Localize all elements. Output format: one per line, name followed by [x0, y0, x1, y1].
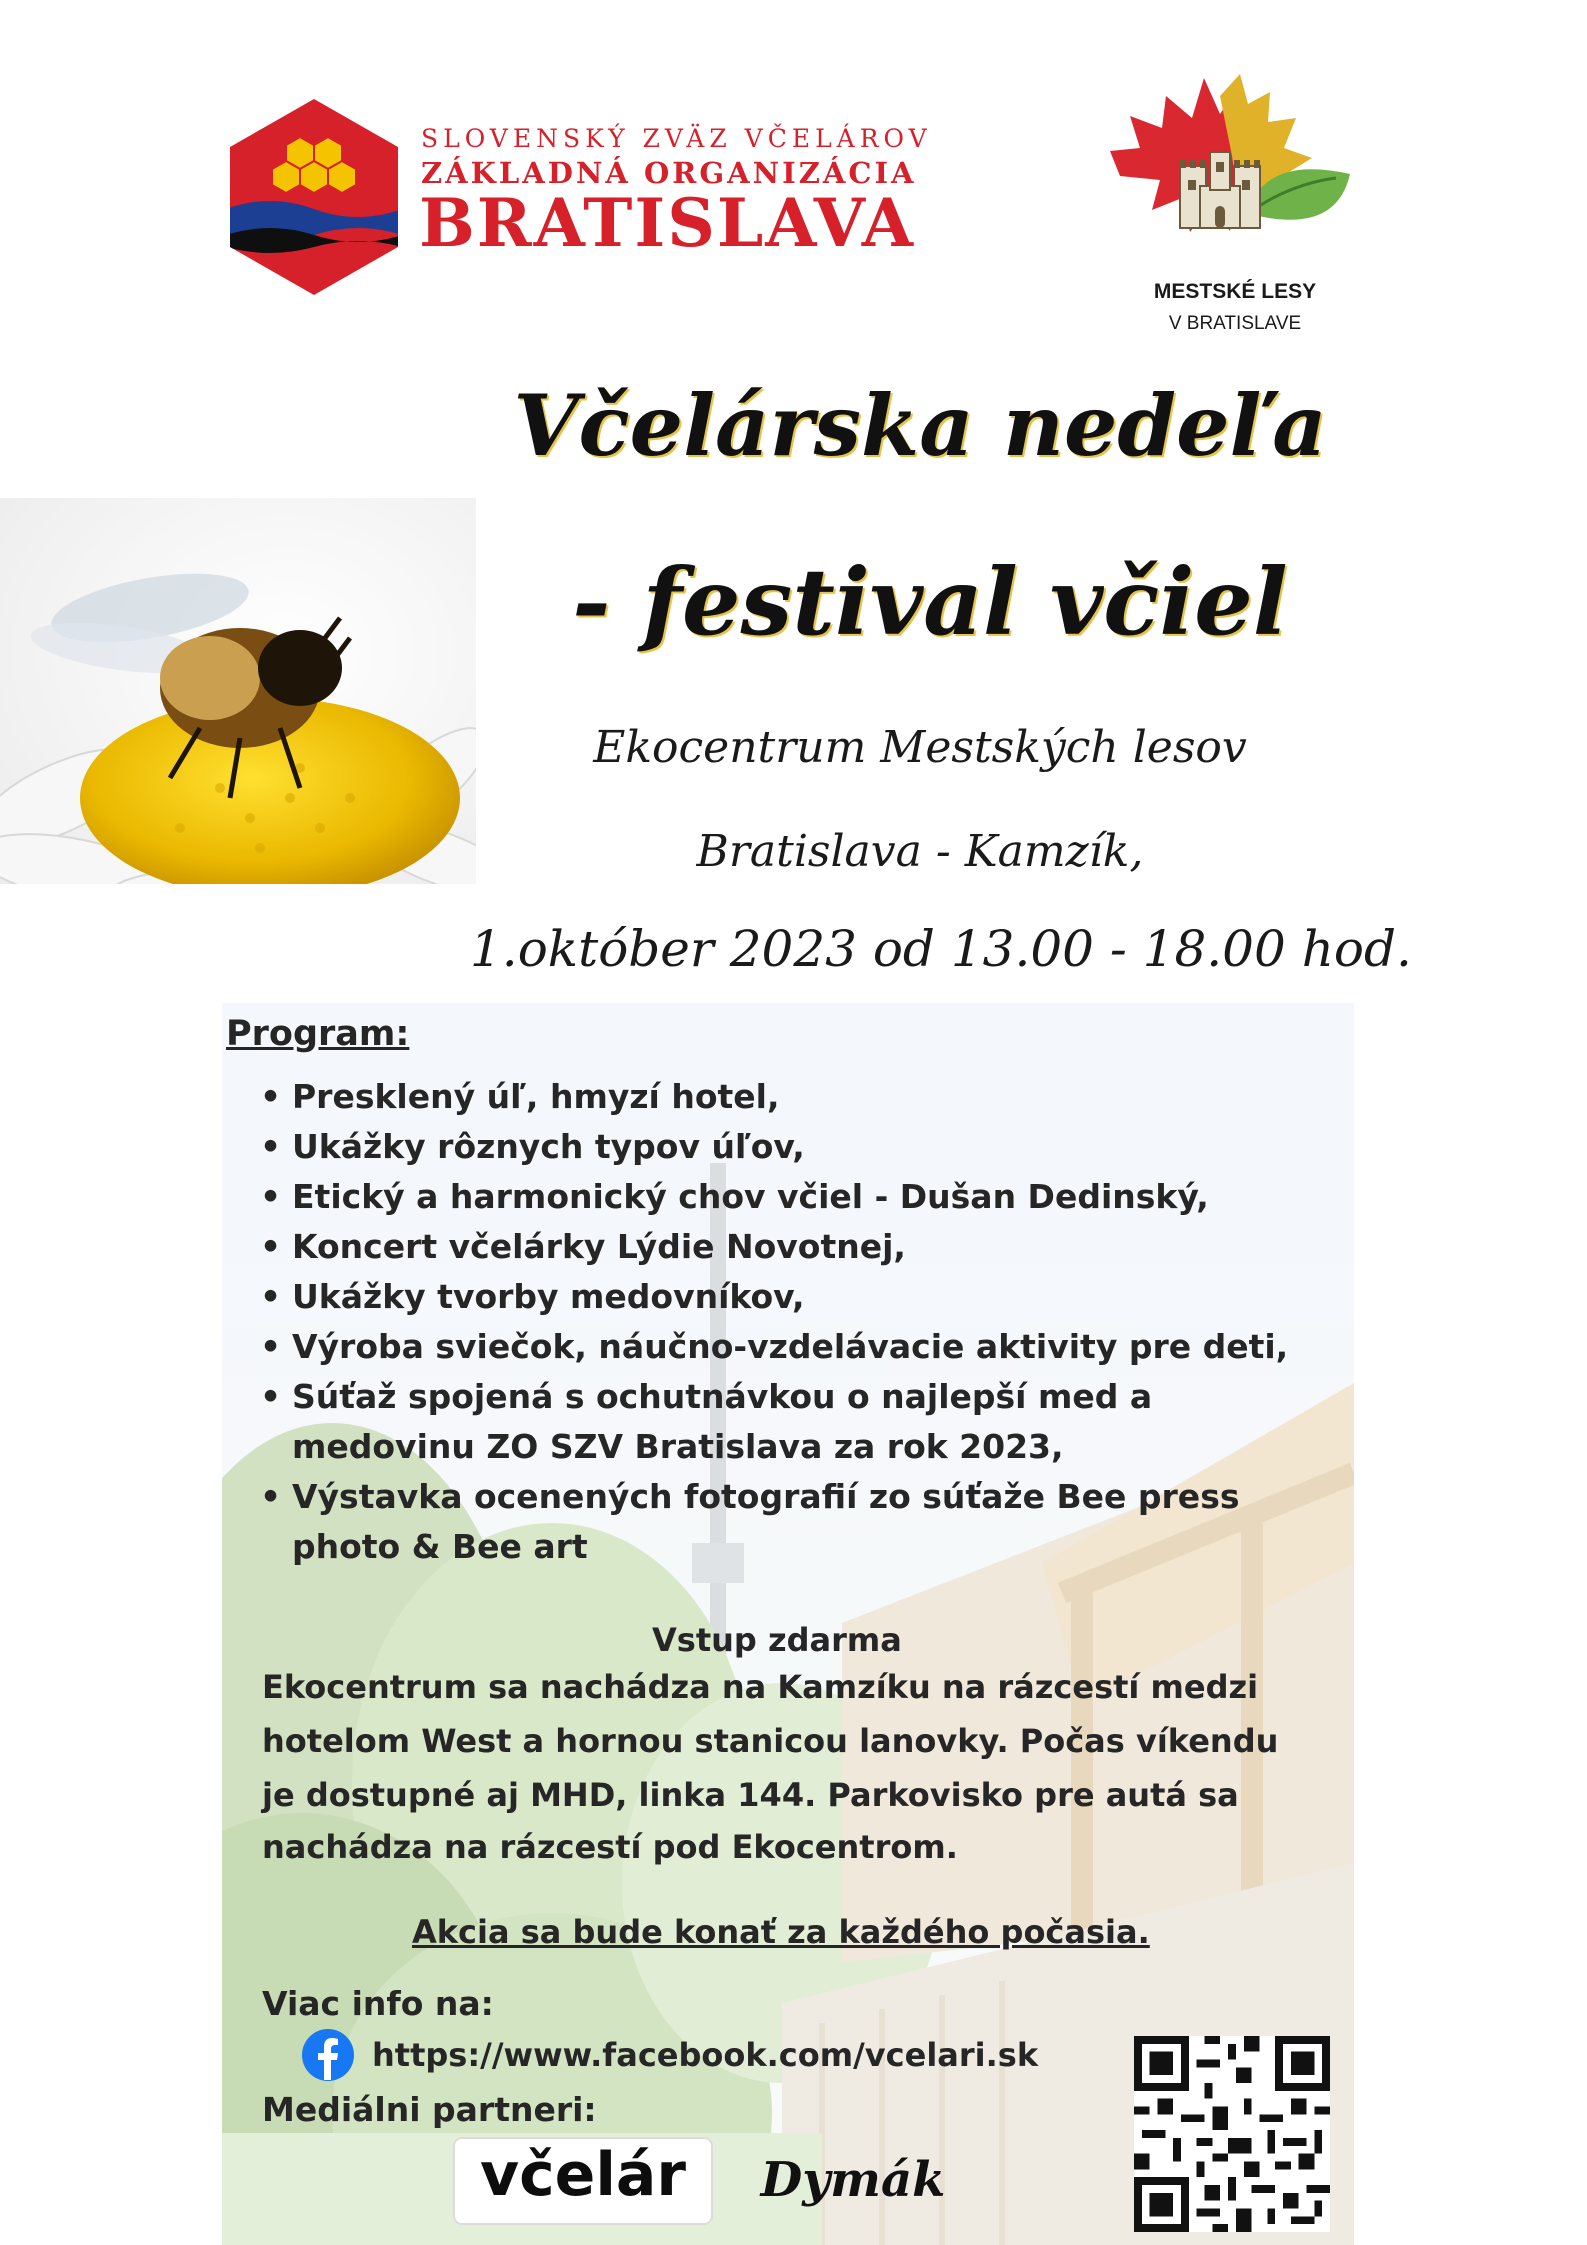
program-item: • Ukážky rôznych typov úľov, — [258, 1122, 1288, 1172]
venue-city-line: Bratislava - Kamzík, — [696, 826, 1144, 877]
mestske-lesy-leaves-logo-icon — [1100, 56, 1360, 276]
program-item: • Ukážky tvorby medovníkov, — [258, 1272, 1288, 1322]
event-title-line1: Včelárska nedeľa — [513, 376, 1327, 475]
location-text-line: nachádza na rázcestí pod Ekocentrom. — [262, 1828, 958, 1866]
program-item: • Koncert včelárky Lýdie Novotnej, — [258, 1222, 1288, 1272]
partner-dymak-logo: Dymák — [760, 2152, 946, 2208]
weather-note: Akcia sa bude konať za každého počasia. — [412, 1913, 1150, 1951]
program-item-continued: photo & Bee art — [292, 1527, 588, 1566]
qr-code-icon[interactable] — [1134, 2036, 1330, 2232]
event-date-time: 1.október 2023 od 13.00 - 18.00 hod. — [470, 920, 1412, 978]
program-list — [258, 1072, 1288, 1572]
program-item: • Etický a harmonický chov včiel - Dušan Dedinský, — [258, 1172, 1288, 1222]
szv-organization-line: ZÁKLADNÁ ORGANIZÁCIA — [421, 156, 917, 190]
szv-honeycomb-logo-icon — [226, 97, 402, 297]
media-partners-label: Mediálni partneri: — [262, 2090, 597, 2129]
program-item: • Presklený úľ, hmyzí hotel, — [258, 1072, 1288, 1122]
location-text-line: je dostupné aj MHD, linka 144. Parkovisko pre autá sa — [262, 1776, 1239, 1814]
program-item: • Výroba sviečok, náučno-vzdelávacie aktivity pre deti, — [258, 1322, 1288, 1372]
venue-line: Ekocentrum Mestských lesov — [593, 722, 1247, 773]
szv-name-line: SLOVENSKÝ ZVÄZ VČELÁROV — [421, 124, 932, 153]
free-entry-note: Vstup zdarma — [652, 1621, 902, 1659]
more-info-label: Viac info na: — [262, 1984, 494, 2023]
facebook-icon[interactable] — [301, 2028, 355, 2082]
program-item-continued: medovinu ZO SZV Bratislava za rok 2023, — [292, 1427, 1064, 1466]
location-text-line: hotelom West a hornou stanicou lanovky. Počas víkendu — [262, 1722, 1279, 1760]
bee-on-flower-photo — [0, 498, 476, 884]
program-item: • Súťaž spojená s ochutnávkou o najlepší med a — [258, 1372, 1288, 1422]
mestske-lesy-city: V BRATISLAVE — [1168, 313, 1302, 334]
mestske-lesy-name: MESTSKÉ LESY — [1153, 280, 1317, 303]
szv-city-line: BRATISLAVA — [419, 184, 915, 262]
event-title-line2: - festival včiel — [572, 548, 1288, 656]
partner-vcelar-logo: včelár — [479, 2140, 686, 2210]
location-text-line: Ekocentrum sa nachádza na Kamzíku na rázcestí medzi — [262, 1668, 1259, 1706]
program-item: • Výstavka ocenených fotografií zo súťaže Bee press — [258, 1472, 1288, 1522]
facebook-link[interactable]: https://www.facebook.com/vcelari.sk — [372, 2036, 1039, 2074]
program-heading: Program: — [226, 1014, 410, 1054]
